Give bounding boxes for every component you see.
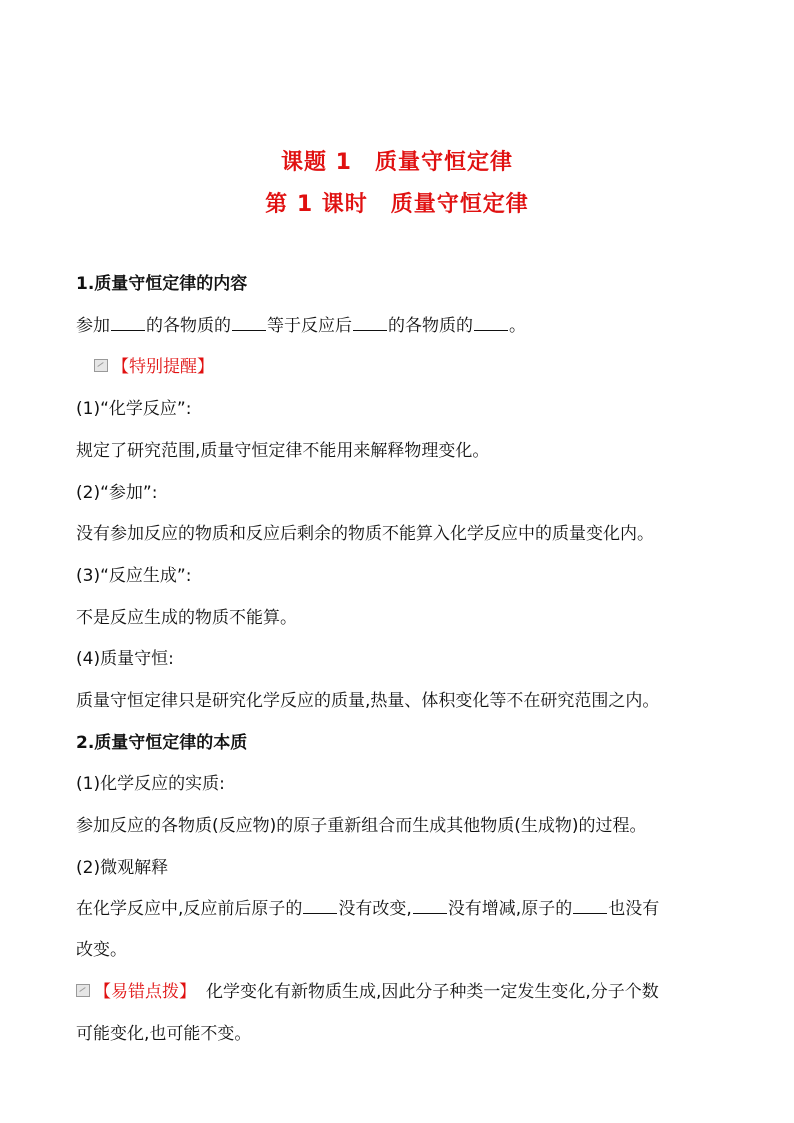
fill-blank[interactable] (111, 314, 145, 331)
fill-blank[interactable] (474, 314, 508, 331)
error-tip-text: 化学变化有新物质生成,因此分子种类一定发生变化,分子个数 (206, 982, 659, 1002)
item-label: (4)质量守恒: (76, 649, 174, 669)
item-text: 没有参加反应的物质和反应后剩余的物质不能算入化学反应中的质量变化内。 (76, 524, 654, 544)
item-label: (2)“参加”: (76, 483, 158, 503)
item-text: 质量守恒定律只是研究化学反应的质量,热量、体积变化等不在研究范围之内。 (76, 691, 660, 711)
period-title: 第 1 课时 质量守恒定律 (265, 192, 529, 217)
fill-text: 。 (509, 316, 526, 336)
error-tip (76, 980, 659, 1004)
fill-blank[interactable] (303, 897, 337, 914)
fill-text: 等于反应后 (267, 316, 352, 336)
image-placeholder-icon (76, 984, 90, 997)
special-reminder (94, 355, 214, 379)
section1-heading: 1.质量守恒定律的内容 (76, 274, 248, 294)
fill-blank[interactable] (232, 314, 266, 331)
section2-fill-sentence (76, 897, 659, 921)
sub-text: 参加反应的各物质(反应物)的原子重新组合而生成其他物质(生成物)的过程。 (76, 816, 647, 836)
item-text: 规定了研究范围,质量守恒定律不能用来解释物理变化。 (76, 441, 490, 461)
error-tip-continuation: 可能变化,也可能不变。 (76, 1024, 252, 1044)
fill-text: 没有增减,原子的 (447, 899, 573, 919)
fill-text: 参加 (76, 316, 110, 336)
fill-blank[interactable] (413, 897, 447, 914)
fill-text: 也没有 (608, 899, 660, 919)
fill-text: 没有改变, (338, 899, 412, 919)
sub-label: (1)化学反应的实质: (76, 774, 225, 794)
fill-continuation: 改变。 (76, 940, 127, 960)
special-reminder-label: 【特别提醒】 (112, 357, 214, 377)
fill-text: 的各物质的 (388, 316, 473, 336)
section2-heading: 2.质量守恒定律的本质 (76, 733, 248, 753)
sub-label: (2)微观解释 (76, 858, 169, 878)
fill-text: 在化学反应中,反应前后原子的 (76, 899, 303, 919)
lesson-title: 课题 1 质量守恒定律 (281, 150, 513, 175)
item-label: (3)“反应生成”: (76, 566, 192, 586)
fill-text: 的各物质的 (146, 316, 231, 336)
image-placeholder-icon (94, 359, 108, 372)
fill-blank[interactable] (353, 314, 387, 331)
error-tip-label: 【易错点拨】 (94, 982, 196, 1002)
section1-fill-sentence (76, 314, 526, 338)
item-text: 不是反应生成的物质不能算。 (76, 608, 297, 628)
item-label: (1)“化学反应”: (76, 399, 192, 419)
fill-blank[interactable] (573, 897, 607, 914)
